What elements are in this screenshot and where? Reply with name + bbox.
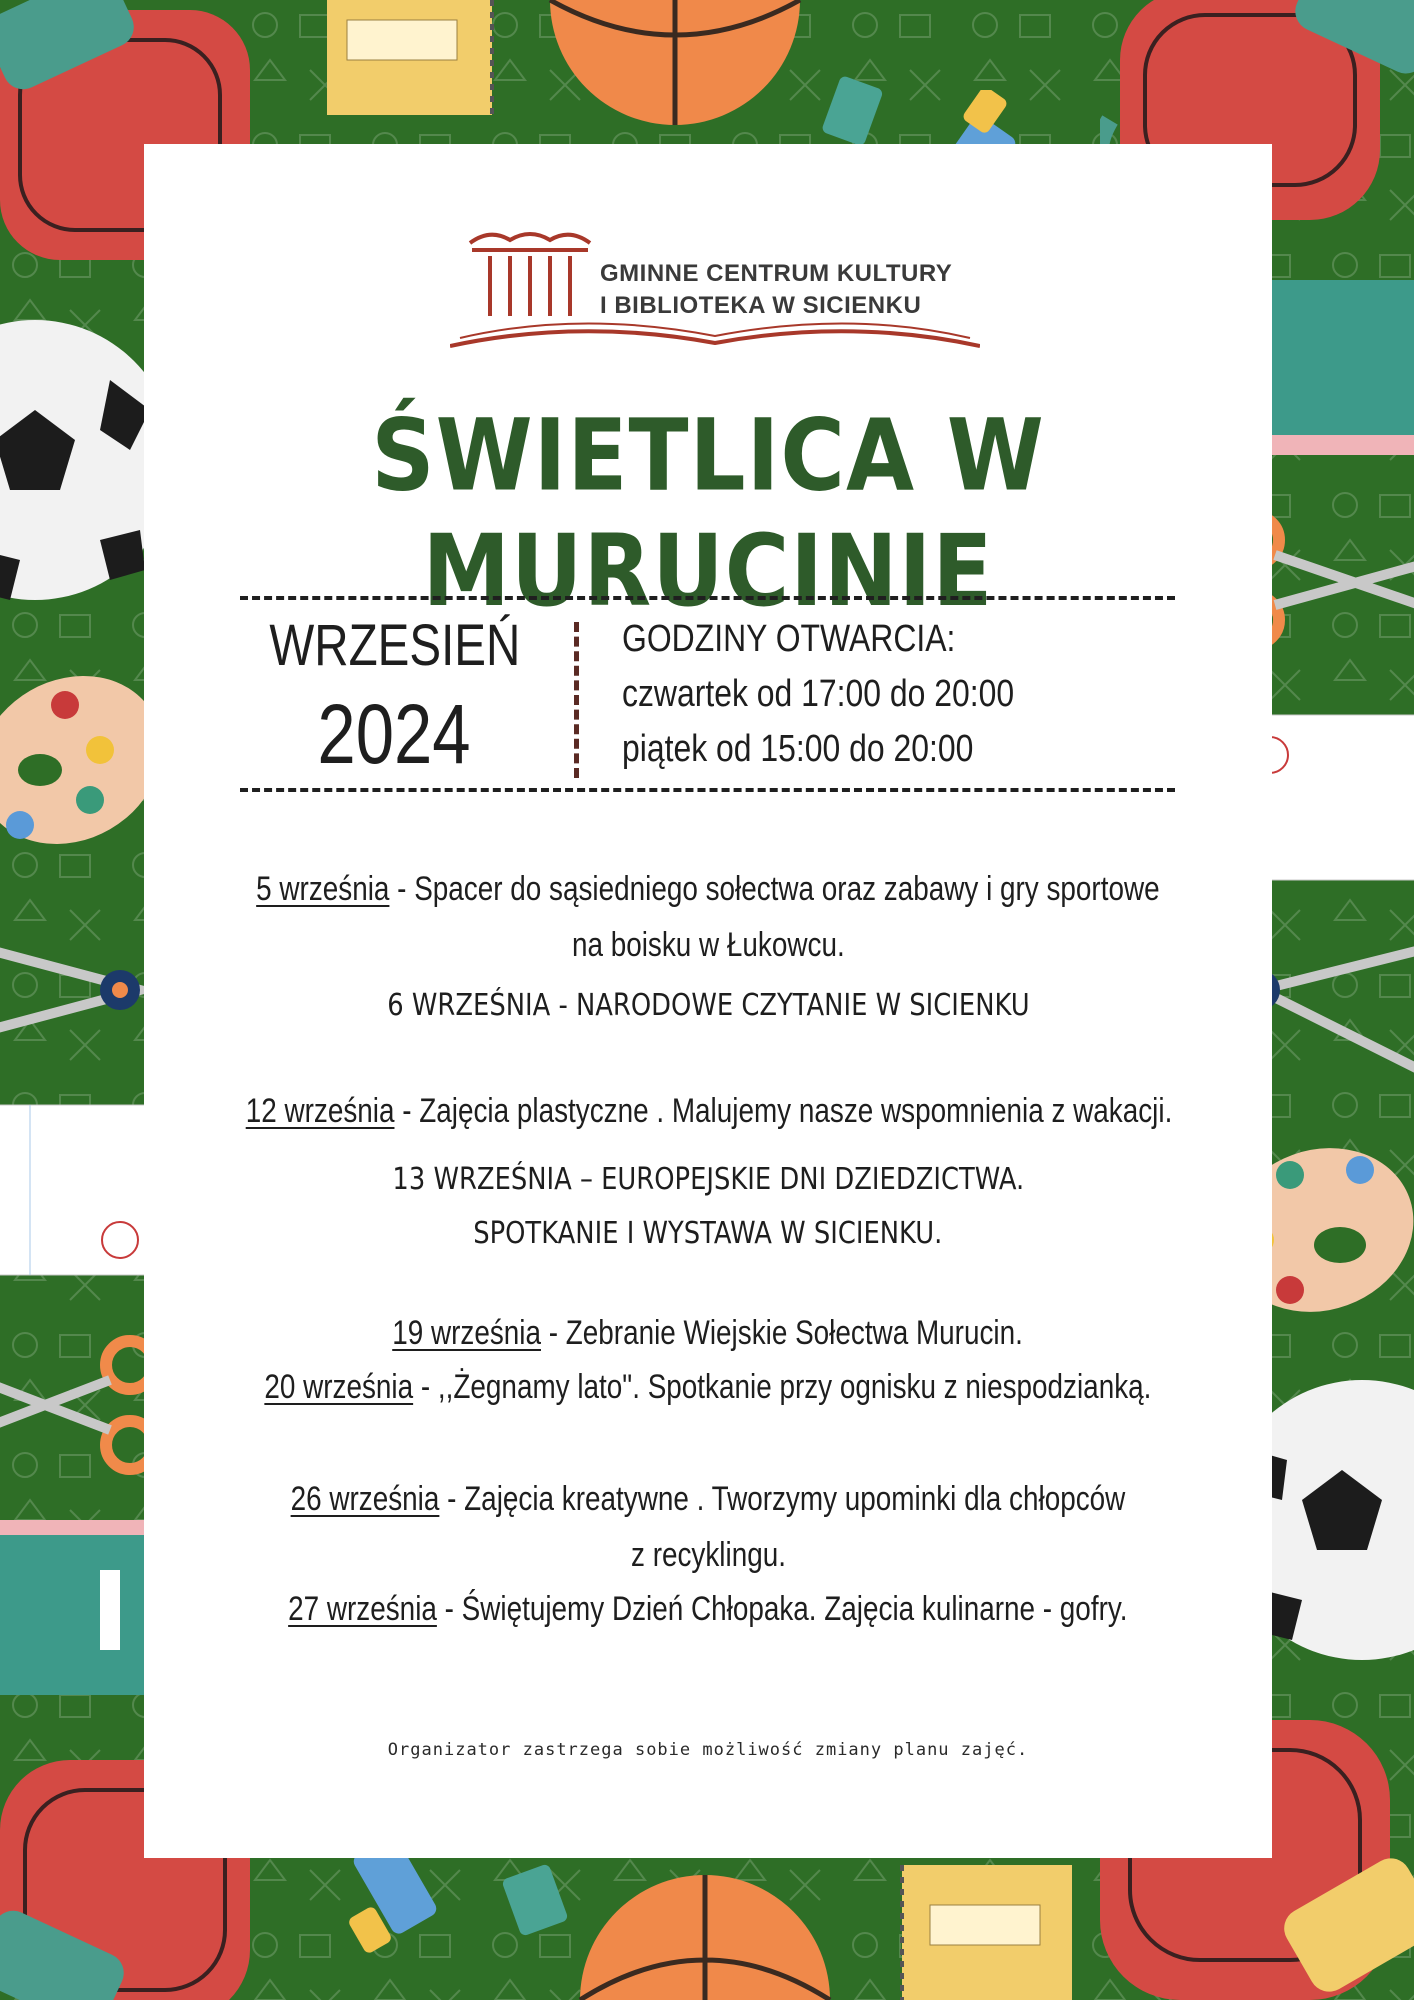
- event-5: [144, 1314, 1272, 1353]
- event-7-date: 26 września: [290, 1480, 440, 1518]
- event-7: [144, 1480, 1272, 1519]
- divider-vertical: [574, 622, 579, 778]
- opening-hours: [622, 612, 1014, 777]
- divider-bottom: [240, 788, 1175, 792]
- logo-text: [600, 258, 952, 322]
- month-label: WRZESIEŃ: [269, 613, 521, 678]
- basketball-icon: [560, 1860, 850, 2000]
- notebook-icon: [890, 1860, 1080, 2000]
- event-5-text: - Zebranie Wiejskie Sołectwa Murucin.: [541, 1314, 1024, 1352]
- event-8-text: - Świętujemy Dzień Chłopaka. Zajęcia kulinarne - gofry.: [437, 1590, 1128, 1628]
- event-6-date: 20 września: [264, 1368, 414, 1406]
- hours-heading: GODZINY OTWARCIA:: [622, 618, 956, 660]
- event-7-text-2: z recyklingu.: [630, 1536, 786, 1574]
- event-3-date: 12 września: [245, 1092, 395, 1130]
- event-1-cont: [144, 926, 1272, 965]
- event-3-text: - Zajęcia plastyczne . Malujemy nasze wspomnienia z wakacji.: [394, 1092, 1173, 1130]
- event-4-cont: [144, 1216, 1272, 1251]
- logo-line-1: GMINNE CENTRUM KULTURY: [600, 260, 953, 287]
- event-1-date: 5 września: [256, 870, 390, 908]
- event-1: [144, 870, 1272, 909]
- event-4: [144, 1162, 1272, 1197]
- event-2-text: 6 WRZEŚNIA - NARODOWE CZYTANIE W SICIENKU: [386, 988, 1030, 1023]
- logo-line-2: I BIBLIOTEKA W SICIENKU: [600, 292, 922, 319]
- event-2: [144, 988, 1272, 1023]
- event-1-text: - Spacer do sąsiedniego sołectwa oraz zabawy i gry sportowe: [389, 870, 1160, 908]
- event-6: [144, 1368, 1272, 1407]
- divider-top: [240, 596, 1175, 600]
- hours-line-1: czwartek od 17:00 do 20:00: [622, 673, 1015, 715]
- event-8: [144, 1590, 1272, 1629]
- basketball-icon: [525, 0, 825, 130]
- event-7-cont: [144, 1536, 1272, 1575]
- hours-line-2: piątek od 15:00 do 20:00: [622, 728, 974, 770]
- footer-note: Organizator zastrzega sobie możliwość zmiany planu zajęć.: [387, 1740, 1029, 1760]
- event-8-date: 27 września: [288, 1590, 438, 1628]
- event-1-text-2: na boisku w Łukowcu.: [571, 926, 845, 964]
- event-3: [144, 1092, 1272, 1131]
- page-title: ŚWIETLICA W MURUCINIE: [371, 397, 1045, 629]
- event-7-text: - Zajęcia kreatywne . Tworzymy upominki dla chłopców: [439, 1480, 1126, 1518]
- notebook-icon: [322, 0, 502, 120]
- event-6-text: - ,,Żegnamy lato". Spotkanie przy ognisku z niespodzianką.: [413, 1368, 1152, 1406]
- event-5-date: 19 września: [392, 1314, 542, 1352]
- event-4-line-2: SPOTKANIE I WYSTAWA W SICIENKU.: [473, 1216, 943, 1251]
- year-label: 2024: [317, 687, 471, 781]
- event-4-line-1: 13 WRZEŚNIA – EUROPEJSKIE DNI DZIEDZICTWA.: [392, 1162, 1024, 1197]
